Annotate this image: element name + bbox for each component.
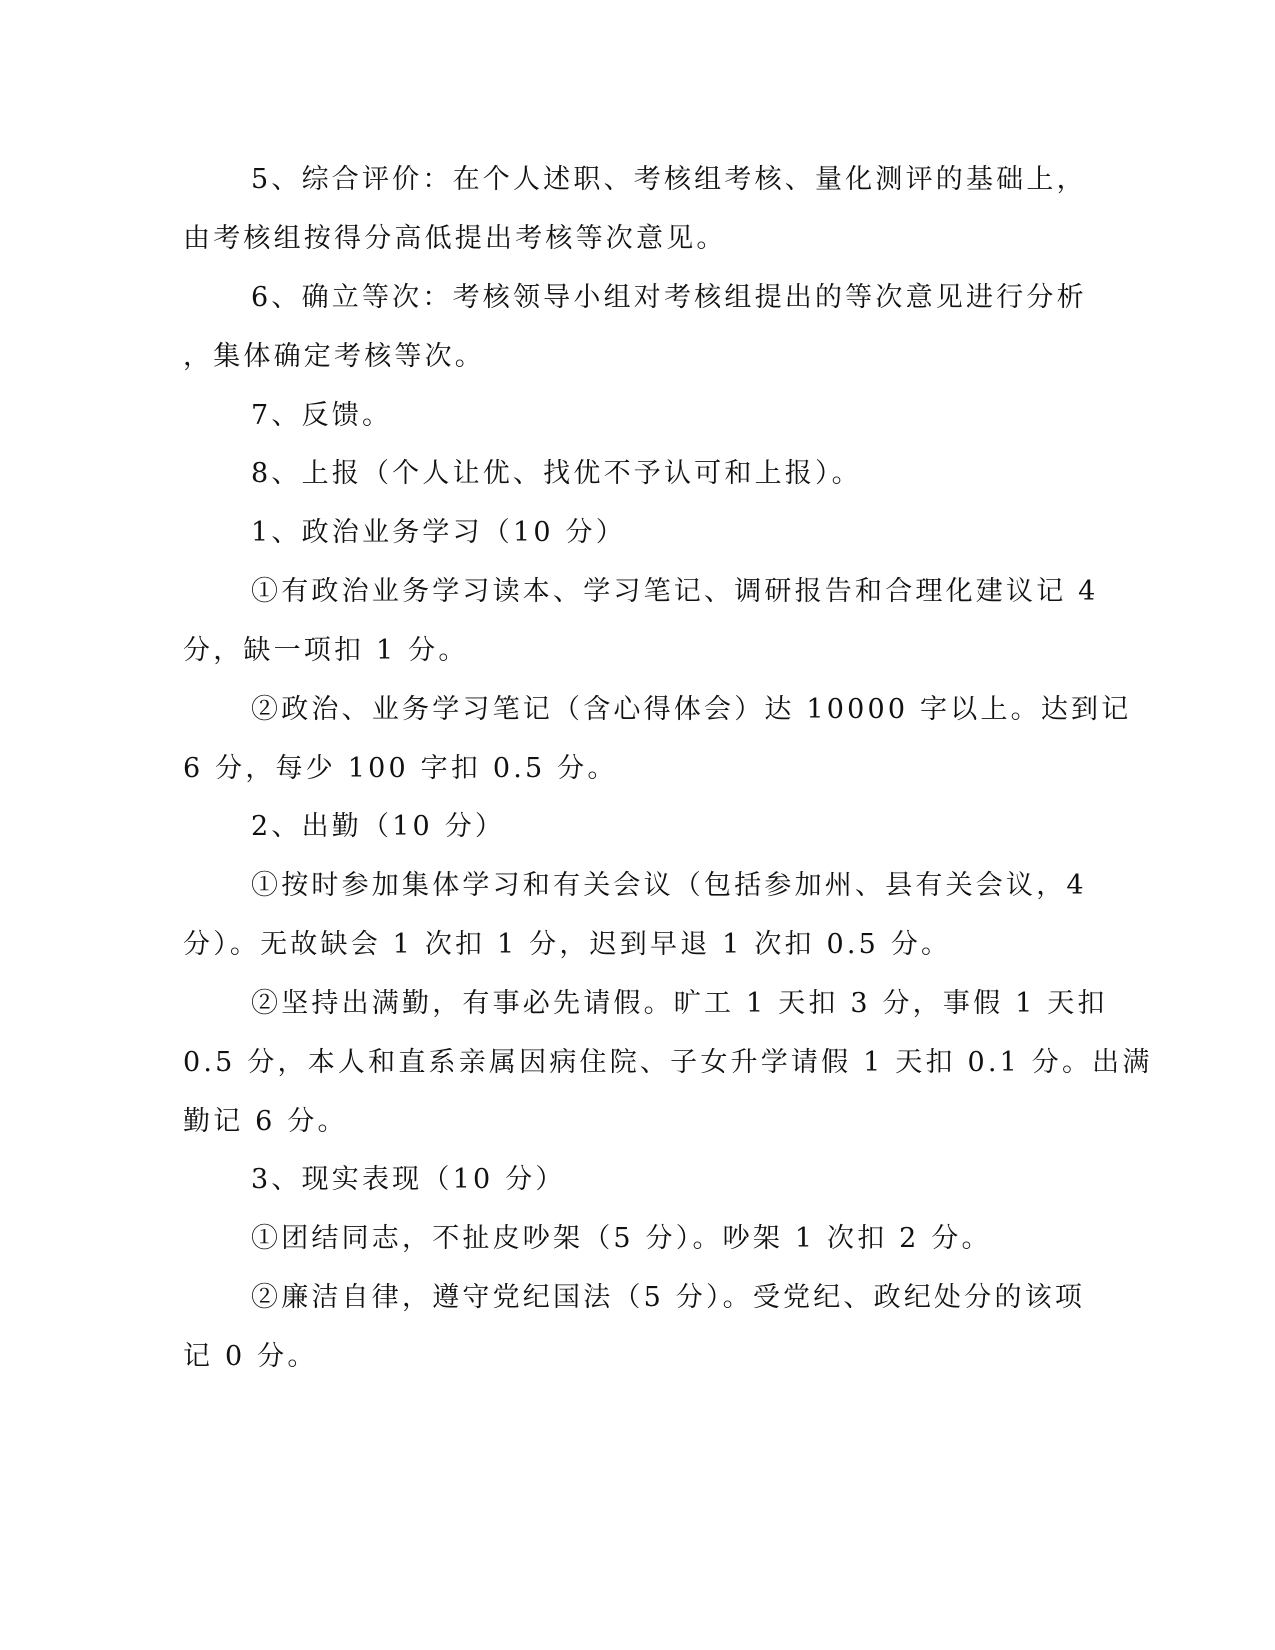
paragraph-line: ②政治、业务学习笔记（含心得体会）达 10000 字以上。达到记: [251, 694, 1132, 725]
paragraph-line: ②廉洁自律，遵守党纪国法（5 分）。受党纪、政纪处分的该项: [251, 1282, 1086, 1313]
paragraph-line: ，集体确定考核等次。: [183, 341, 485, 372]
paragraph-line: 8、上报（个人让优、找优不予认可和上报）。: [251, 458, 862, 489]
paragraph-line: 分，缺一项扣 1 分。: [183, 635, 469, 666]
section-heading: 1、政治业务学习（10 分）: [251, 517, 626, 548]
paragraph-line: 6 分，每少 100 字扣 0.5 分。: [183, 753, 618, 784]
paragraph-line: 由考核组按得分高低提出考核等次意见。: [183, 223, 727, 254]
section-heading: 3、现实表现（10 分）: [251, 1164, 566, 1195]
paragraph-line: ①有政治业务学习读本、学习笔记、调研报告和合理化建议记 4: [251, 576, 1099, 607]
paragraph-line: ①团结同志，不扯皮吵架（5 分）。吵架 1 次扣 2 分。: [251, 1223, 992, 1254]
paragraph-line: 记 0 分。: [183, 1341, 318, 1372]
paragraph-line: 5、综合评价：在个人述职、考核组考核、量化测评的基础上，: [251, 164, 1087, 195]
paragraph-line: 6、确立等次：考核领导小组对考核组提出的等次意见进行分析: [251, 282, 1087, 313]
paragraph-line: 7、反馈。: [251, 400, 393, 431]
paragraph-line: 分）。无故缺会 1 次扣 1 分，迟到早退 1 次扣 0.5 分。: [183, 929, 952, 960]
section-heading: 2、出勤（10 分）: [251, 811, 506, 842]
paragraph-line: 勤记 6 分。: [183, 1106, 348, 1137]
paragraph-line: 0.5 分，本人和直系亲属因病住院、子女升学请假 1 天扣 0.1 分。出满: [183, 1047, 1153, 1078]
paragraph-line: ①按时参加集体学习和有关会议（包括参加州、县有关会议，4: [251, 870, 1087, 901]
paragraph-line: ②坚持出满勤，有事必先请假。旷工 1 天扣 3 分，事假 1 天扣: [251, 988, 1108, 1019]
